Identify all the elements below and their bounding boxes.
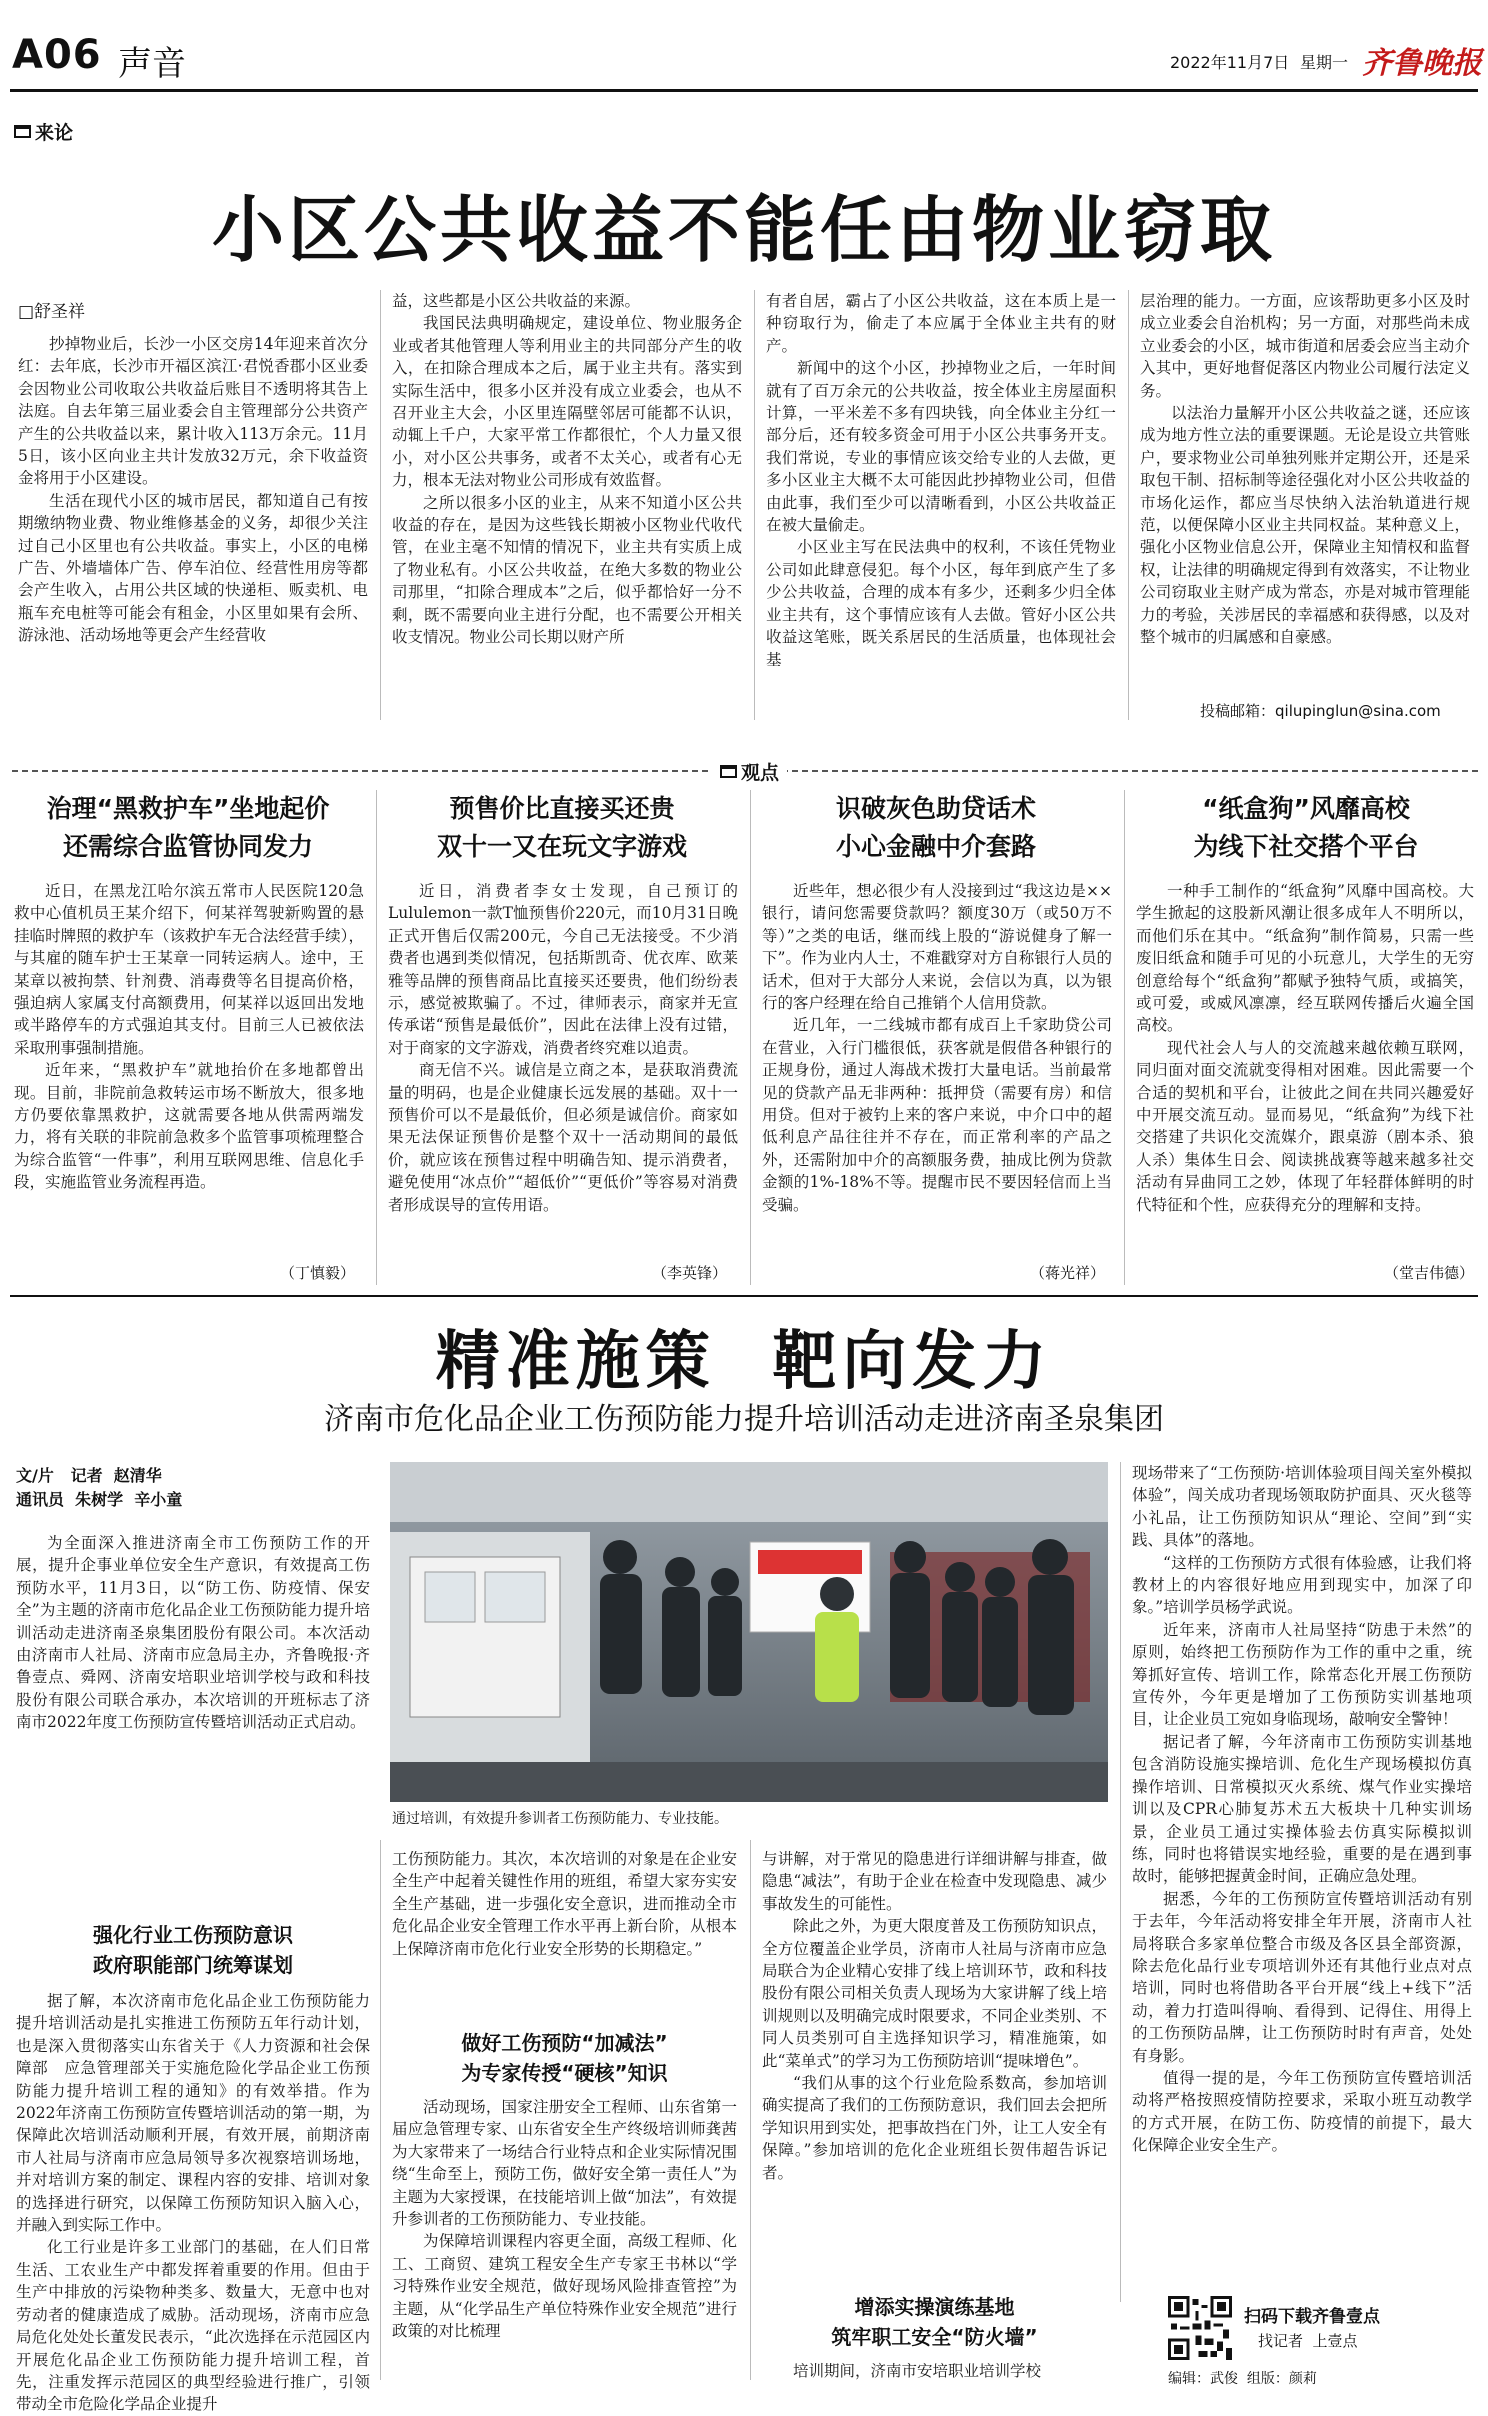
- issue-weekday: 星期一: [1300, 53, 1349, 72]
- paragraph: 近年来，“黑救护车”就地抬价在多地都曾出现。目前，非院前急救转运市场不断放大，很多地方仍要依靠黑救护，这就需要各地从供需两端发力，将有关联的非院前急救多个监管事项梳理整合为综合监管“一件事”，利用互联网思维、信息化手段，实施监管业务流程再造。: [14, 1061, 364, 1192]
- opinion-col-4: [1140, 290, 1470, 698]
- column-divider: [380, 290, 381, 720]
- paragraph: 化工行业是许多工业部门的基础，在人们日常生活、工农业生产中都发挥着重要的作用。但由于生产中排放的污染物种类多、数量大，无意中也对劳动者的健康造成了威胁。活动现场，济南市应急局危化处处长董发民表示，“此次选择在示范园区内开展危化品企业工伤预防能力提升培训工程，首先，注重发挥示范园区的典型经验进行推广，引领带动全市危险化学品企业提升: [16, 2238, 370, 2414]
- viewpoint-body-1: [14, 880, 364, 1260]
- section-tag-guandian: [712, 758, 787, 785]
- opinion-col-2: [392, 290, 742, 723]
- paragraph: 为全面深入推进济南全市工伤预防工作的开展，提升企事业单位安全生产意识，有效提高工伤预防水平，11月3日，以“防工伤、防疫情、保安全”为主题的济南市危化品企业工伤预防能力提升培训活动走进济南圣泉集团股份有限公司。本次活动由济南市人社局、济南市应急局主办，齐鲁晚报·齐鲁壹点、舜网、济南安培职业培训学校与政和科技股份有限公司联合承办，本次培训的开班标志了济南市2022年度工伤预防宣传暨培训活动正式启动。: [16, 1534, 370, 1732]
- feature-lead: [16, 1532, 370, 1912]
- paragraph: 近几年，一二线城市都有成百上千家助贷公司在营业，入行门槛很低，获客就是假借各种银行的正规身份，通过人海战术拨打大量电话。当前最常见的贷款产品无非两种：抵押贷（需要有房）和信用贷。但对于被钓上来的客户来说，中介口中的超低利息产品往往并不存在，而正常利率的产品之外，还需附加中介的高额服务费，抽成比例为贷款金额的1%-18%不等。提醒市民不要因轻信而上当受骗。: [762, 1016, 1112, 1214]
- paragraph: 据记者了解，今年济南市工伤预防实训基地包含消防设施实操培训、危化生产现场模拟仿真操作培训、日常模拟灭火系统、煤气作业实操培训以及CPR心肺复苏术五大板块十几种实训场景，企业员工通过实操体验去仿真实际模拟训练，同时也将错误实地经验，重要的是在遇到事故时，能够把握黄金时间，正确应急处理。: [1132, 1732, 1472, 1886]
- title-line: 还需综合监管协同发力: [62, 832, 313, 861]
- title-line: 为线下社交搭个平台: [1193, 832, 1419, 861]
- feature-col-4: [1132, 1462, 1472, 2288]
- qr-title: 扫码下载齐鲁壹点: [1244, 2307, 1380, 2327]
- paragraph: 现场带来了“工伤预防·培训体验项目闯关室外模拟体验”，闯关成功者现场领取防护面具、灭火毯等小礼品，让工伤预防知识从“理论、空间”到“实践、具体”的落地。: [1132, 1464, 1472, 1550]
- column-divider: [750, 790, 751, 1285]
- paragraph: 与讲解，对于常见的隐患进行详细讲解与排查，做隐患“减法”，有助于企业在检查中发现隐患、减少事故发生的可能性。: [762, 1850, 1107, 1913]
- paragraph: 除此之外，为更大限度普及工伤预防知识点，全方位覆盖企业学员，济南市人社局与济南市应急局联合为企业精心安排了线上培训环节，政和科技股份有限公司相关负责人现场为大家讲解了线上培训规则以及明确完成时限要求，不同企业类别、不同人员类别可自主选择知识学习，精准施策，如此“菜单式”的学习为工伤预防培训“提味增色”。: [762, 1917, 1107, 2070]
- section-box-icon: [14, 125, 31, 138]
- credit-name: 赵清华: [113, 1466, 162, 1485]
- subhead-line: 做好工伤预防“加减法”: [461, 2031, 668, 2055]
- viewpoint-body-2: [388, 880, 738, 1258]
- subhead-line: 强化行业工伤预防意识: [93, 1923, 293, 1947]
- paragraph: 抄掉物业后，长沙一小区交房14年迎来首次分红：去年底，长沙市开福区滨江·君悦香郡小区业委会因物业公司收取公共收益后账目不透明将其告上法庭。自去年第三届业委会自主管理部分公共资产产生的公共收益以来，累计收入113万余元。11月5日，该小区向业主共计发放32万元，余下收益资金将用于小区建设。: [18, 335, 368, 488]
- subhead-line: 增添实操演练基地: [854, 2295, 1015, 2319]
- opinion-col-3: [766, 290, 1116, 723]
- column-divider: [380, 1840, 381, 2380]
- issue-date: 2022年11月7日: [1170, 53, 1290, 72]
- opinion-headline: 小区公共收益不能任由物业窃取: [211, 187, 1276, 272]
- section-name: 声音: [118, 44, 186, 84]
- viewpoint-title-2: [386, 790, 738, 866]
- header-rule: [10, 89, 1478, 92]
- paragraph: 近年来，济南市人社局坚持“防患于未然”的原则，始终把工伤预防作为工作的重中之重，统筹抓好宣传、培训工作，除常态化开展工伤预防宣传外，今年更是增加了工伤预防实训基地项目，让企业员工宛如身临现场，敲响安全警钟！: [1132, 1620, 1472, 1729]
- subhead-line: 筑牢职工安全“防火墙”: [831, 2325, 1038, 2349]
- section-tag-label: 来论: [35, 122, 74, 144]
- section-box-icon: [720, 765, 737, 778]
- title-line: 预售价比直接买还贵: [449, 794, 675, 823]
- viewpoint-title-1: [12, 790, 364, 866]
- viewpoint-title-4: [1134, 790, 1478, 866]
- title-line: 识破灰色助贷话术: [835, 794, 1036, 823]
- author-signature: （堂吉伟德）: [1384, 1264, 1475, 1282]
- paragraph: 层治理的能力。一方面，应该帮助更多小区及时成立业委会自治机构；另一方面，对那些尚未成立业委会的小区，城市街道和居委会应当主动介入其中，更好地督促落区内物业公司履行法定义务。: [1140, 292, 1470, 400]
- paragraph: 一种手工制作的“纸盒狗”风靡中国高校。大学生掀起的这股新风潮让很多成年人不明所以，而他们乐在其中。“纸盒狗”制作简易，只需一些废旧纸盒和随手可见的小玩意儿，大学生的无穷创意给每个“纸盒狗”都赋予独特气质，或搞笑，或可爱，或威风凛凛，经互联网传播后火遍全国高校。: [1136, 882, 1474, 1035]
- column-divider: [1128, 290, 1129, 720]
- feature-col-2b: [392, 2096, 737, 2384]
- paragraph: 新闻中的这个小区，抄掉物业之后，一年时间就有了百万余元的公共收益，按全体业主房屋面积计算，一平米差不多有四块钱，向全体业主分红一部分后，还有较多资金可用于小区公共事务开支。我们常说，专业的事情应该交给专业的人去做，更多小区业主大概不太可能因此抄掉物业公司，但借由此事，我们至少可以清晰看到，小区公共收益正在被大量偷走。: [766, 359, 1116, 535]
- column-divider: [376, 790, 377, 1285]
- paragraph: 近日，在黑龙江哈尔滨五常市人民医院120急救中心值机员王某介绍下，何某祥驾驶新购置的悬挂临时牌照的救护车（该救护车无合法经营手续），与其雇的随车护士王某章一同转运病人。途中，王某章以被拘禁、针剂费、消毒费等名目提高价格，强迫病人家属支付高额费用，何某祥以返回出发地或半路停车的方式强迫其支付。目前三人已被依法采取刑事强制措施。: [14, 882, 364, 1057]
- feature-col-3b: [762, 2360, 1107, 2386]
- editor-credit: 编辑：武俊 组版：颜莉: [1168, 2371, 1317, 2387]
- feature-subtitle: 济南市危化品企业工伤预防能力提升培训活动走进济南圣泉集团: [324, 1402, 1164, 1437]
- paragraph: 近些年，想必很少有人没接到过“我这边是××银行，请问您需要贷款吗？额度30万（或50万不等）”之类的电话，继而线上股的“游说健身了解一下”。作为业内人士，不难戳穿对方自称银行人员的话术，但对于大部分人来说，会信以为真，以为银行的客户经理在给自己推销个人信用贷款。: [762, 882, 1112, 1013]
- subhead-line: 政府职能部门统筹谋划: [93, 1953, 293, 1977]
- author-signature: （李英锋）: [652, 1264, 728, 1282]
- credit-label: 文/片: [16, 1466, 54, 1485]
- opinion-col-1: [18, 333, 368, 723]
- credit-label: 通讯员: [16, 1490, 65, 1509]
- qr-subtitle: 找记者 上壹点: [1258, 2332, 1358, 2350]
- feature-subhead-3: [762, 2292, 1107, 2352]
- paragraph: 小区业主写在民法典中的权利，不该任凭物业公司如此肆意侵犯。每个小区，每年到底产生了多少公共收益，合理的成本有多少，还剩多少归全体业主共有，这个事情应该有人去做。管好小区公共收益这笔账，既关系居民的生活质量，也体现社会基: [766, 538, 1116, 669]
- feature-col-2: [392, 1848, 737, 2023]
- paragraph: 生活在现代小区的城市居民，都知道自己有按期缴纳物业费、物业维修基金的义务，却很少关注过自己小区里也有公共收益。事实上，小区的电梯广告、外墙墙体广告、停车泊位、经营性用房等都会产生收入，占用公共区域的快递柜、贩卖机、电瓶车充电桩等可能会有租金，小区里如果有会所、游泳池、活动场地等更会产生经营收: [18, 491, 368, 645]
- paragraph: 现代社会人与人的交流越来越依赖互联网，同归面对面交流就变得相对困难。因此需要一个合适的契机和平台，让彼此之间在共同兴趣爱好中开展交流互动。显而易见，“纸盒狗”为线下社交搭建了共识化交流媒介，跟桌游（剧本杀、狼人杀）集体生日会、阅读挑战赛等越来越多社交活动有异曲同工之妙，体现了年轻群体鲜明的时代特征和个性，应获得充分的理解和支持。: [1136, 1038, 1474, 1214]
- feature-headline: 精准施策 靶向发力: [435, 1324, 1053, 1399]
- title-line: 双十一又在玩文字游戏: [436, 832, 687, 861]
- credit-name: 朱树学 辛小童: [75, 1490, 183, 1509]
- subhead-line: 为专家传授“硬核”知识: [461, 2061, 668, 2085]
- paragraph: 为保障培训课程内容更全面，高级工程师、化工、工商贸、建筑工程安全生产专家王书林以“学习特殊作业安全规范，做好现场风险排查管控”为主题，从“化学品生产单位特殊作业安全规范”进行政策的对比梳理: [392, 2232, 737, 2341]
- paragraph: 我国民法典明确规定，建设单位、物业服务企业或者其他管理人等利用业主的共同部分产生的收入，在扣除合理成本之后，属于业主共有。落实到实际生活中，很多小区并没有成立业委会，也从不召开业主大会，小区里连隔壁邻居可能都不认识，动辄上千户，大家平常工作都很忙，个人力量又很小，对小区公共事务，或者不太关心，或者有心无力，根本无法对物业公司形成有效监督。: [392, 314, 742, 490]
- paragraph: 之所以很多小区的业主，从来不知道小区公共收益的存在，是因为这些钱长期被小区物业代收代管，在业主毫不知情的情况下，业主共有实质上成了物业私有。小区公共收益，在绝大多数的物业公司那里，“扣除合理成本”之后，似乎都恰好一分不剩，既不需要向业主进行分配，也不需要公开相关收支情况。物业公司长期以财产所: [392, 493, 742, 647]
- feature-credits: [16, 1464, 182, 1512]
- opinion-byline: □舒圣祥: [18, 302, 86, 322]
- training-photo-illustration: [390, 1462, 1108, 1802]
- column-divider: [1124, 790, 1125, 1285]
- feature-col-3: [762, 1848, 1107, 2288]
- qr-code-icon[interactable]: [1168, 2296, 1232, 2360]
- submission-email: 投稿邮箱：qilupinglun@sina.com: [1200, 702, 1441, 720]
- paragraph: 据了解，本次济南市危化品企业工伤预防能力提升培训活动是扎实推进工伤预防五年行动计划，也是深入贯彻落实山东省关于《人力资源和社会保障部 应急管理部关于实施危险化学品企业工伤预防能力提升培训工程的通知》的有效举措。作为2022年济南工伤预防宣传暨培训活动的第一期，为保障此次培训活动顺利开展，有效开展，前期济南市人社局与济南市应急局领导多次视察培训场地，并对培训方案的制定、课程内容的安排、培训对象的选择进行研究，以保障工伤预防知识入脑入心，并融入到实际工作中。: [16, 1992, 370, 2235]
- newspaper-logo: 齐鲁晚报: [1362, 46, 1482, 81]
- paragraph: 值得一提的是，今年工伤预防宣传暨培训活动将严格按照疫情防控要求，采取小班互动教学的方式开展，在防工伤、防疫情的前提下，最大化保障企业安全生产。: [1132, 2068, 1472, 2155]
- column-divider: [754, 290, 755, 720]
- paragraph: 工伤预防能力。其次，本次培训的对象是在企业安全生产中起着关键性作用的班组，希望大家夯实安全生产基础，进一步强化安全意识，进而推动全市危化品企业安全管理工作水平再上新台阶，从根本上保障济南市危化行业安全形势的长期稳定。”: [392, 1850, 737, 1958]
- author-signature: （丁慎毅）: [280, 1264, 356, 1282]
- paragraph: 近日，消费者李女士发现，自己预订的Lululemon一款T恤预售价220元，而10月31日晚正式开售后仅需200元，今自己无法接受。不少消费者也遇到类似情况，包括斯凯奇、优衣库、欧莱雅等品牌的预售商品比直接买还要贵，他们纷纷表示，感觉被欺骗了。不过，律师表示，商家并无宣传承诺“预售是最低价”，因此在法律上没有过错，对于商家的文字游戏，消费者终究难以追责。: [388, 882, 738, 1057]
- column-divider: [750, 1840, 751, 2380]
- paragraph: 活动现场，国家注册安全工程师、山东省第一届应急管理专家、山东省安全生产终级培训师龚茜为大家带来了一场结合行业特点和企业实际情况围绕“生命至上，预防工伤，做好安全第一责任人”为主题为大家授课，在技能培训上做“加法”，有效提升参训者的工伤预防能力、专业技能。: [392, 2098, 737, 2229]
- title-line: “纸盒狗”风靡高校: [1202, 794, 1410, 823]
- author-signature: （蒋光祥）: [1030, 1264, 1106, 1282]
- photo-caption: 通过培训，有效提升参训者工伤预防能力、专业技能。: [392, 1811, 728, 1827]
- viewpoint-body-4: [1136, 880, 1474, 1258]
- title-line: 小心金融中介套路: [835, 832, 1036, 861]
- training-photo: [390, 1462, 1108, 1802]
- paragraph: “我们从事的这个行业危险系数高，参加培训确实提高了我们的工伤预防意识，我们回去会把所学知识用到实处，把事故挡在门外，让工人安全有保障。”参加培训的危化企业班组长贺伟超告诉记者。: [762, 2074, 1107, 2182]
- feature-top-rule: [10, 1295, 1478, 1297]
- paragraph: 以法治力量解开小区公共收益之谜，还应该成为地方性立法的重要课题。无论是设立共管账户，要求物业公司单独列账并定期公开，还是采取包干制、招标制等途径强化对小区公共收益的市场化运作，都应当尽快纳入法治轨道进行规范，以便保障小区业主共同权益。某种意义上，强化小区物业信息公开，保障业主知情权和监督权，让法律的明确规定得到有效落实，不让物业公司窃取业主财产成为常态，亦是对城市管理能力的考验，关涉居民的幸福感和获得感，以及对整个城市的归属感和自豪感。: [1140, 404, 1470, 647]
- paragraph: “这样的工伤预防方式很有体验感，让我们将教材上的内容很好地应用到现实中，加深了印象。”培训学员杨学武说。: [1132, 1553, 1472, 1617]
- section-tag-label: 观点: [741, 762, 780, 784]
- title-line: 治理“黑救护车”坐地起价: [46, 794, 330, 823]
- feature-subhead-1: [16, 1920, 370, 1980]
- page-number: A06: [12, 32, 102, 78]
- feature-subhead-2: [392, 2028, 737, 2088]
- viewpoint-title-3: [760, 790, 1112, 866]
- column-divider: [1120, 1462, 1121, 2302]
- paragraph: 有者自居，霸占了小区公共收益，这在本质上是一种窃取行为，偷走了本应属于全体业主共有的财产。: [766, 292, 1116, 355]
- paragraph: 培训期间，济南市安培职业培训学校: [793, 2362, 1042, 2380]
- credit-role: 记者: [70, 1466, 103, 1485]
- viewpoint-body-3: [762, 880, 1112, 1258]
- paragraph: 据悉，今年的工伤预防宣传暨培训活动有别于去年，今年活动将安排全年开展，济南市人社局将联合多家单位整合市级及各区县全部资源，除去危化品行业专项培训外还有其他行业点对点培训，同时也将借助各平台开展“线上+线下”活动，着力打造叫得响、看得到、记得住、用得上的工伤预防品牌，让工伤预防时时有声音，处处有身影。: [1132, 1889, 1472, 2065]
- paragraph: 益，这些都是小区公共收益的来源。: [392, 292, 641, 310]
- feature-col-1: [16, 1990, 370, 2414]
- paragraph: 商无信不兴。诚信是立商之本，是获取消费流量的明码，也是企业健康长远发展的基础。双十一预售价可以不是最低价，但必须是诚信价。商家如果无法保证预售价是整个双十一活动期间的最低价，就应该在预售过程中明确告知、提示消费者，避免使用“冰点价”“超低价”“更低价”等容易对消费者形成误导的宣传用语。: [388, 1061, 738, 1214]
- section-tag-laiun: [14, 118, 73, 145]
